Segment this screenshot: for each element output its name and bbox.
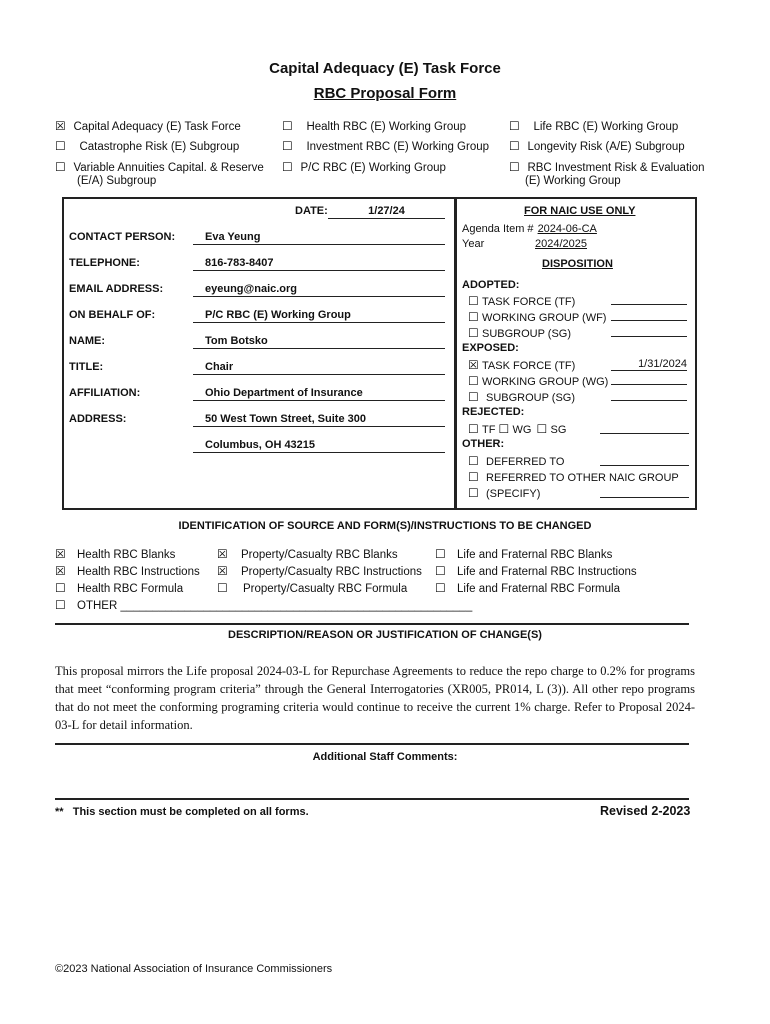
address-field[interactable]: 50 West Town Street, Suite 300: [193, 413, 445, 427]
adopted-wg-date[interactable]: [611, 320, 687, 321]
source-other[interactable]: ☐ OTHER _______________________________________________________: [55, 598, 473, 612]
revision-label: Revised 2-2023: [600, 804, 691, 818]
name-field[interactable]: Tom Botsko: [193, 335, 445, 349]
group-option-rbc-investment-risk-line2: (E) Working Group: [525, 175, 621, 187]
checkbox-checked-icon[interactable]: ☒: [217, 547, 228, 561]
source-health-instructions[interactable]: ☒ Health RBC Instructions: [55, 564, 200, 578]
adopted-tf[interactable]: ☐ TASK FORCE (TF): [468, 294, 576, 308]
checkbox-icon[interactable]: ☐: [468, 454, 479, 468]
checkbox-icon[interactable]: ☐: [217, 581, 228, 595]
checkbox-icon[interactable]: ☐: [509, 119, 520, 133]
title-label: TITLE:: [69, 361, 104, 373]
source-life-instructions[interactable]: ☐ Life and Fraternal RBC Instructions: [435, 564, 637, 578]
checkbox-checked-icon[interactable]: ☒: [55, 119, 66, 133]
date-value[interactable]: 1/27/24: [328, 205, 445, 219]
checkbox-checked-icon[interactable]: ☒: [468, 358, 479, 372]
checkbox-icon[interactable]: ☐: [282, 160, 293, 174]
group-option-health-rbc[interactable]: ☐ Health RBC (E) Working Group: [282, 119, 467, 133]
description-heading: DESCRIPTION/REASON OR JUSTIFICATION OF CHANGE(S): [228, 629, 542, 641]
checkbox-icon[interactable]: ☐: [55, 581, 66, 595]
checkbox-checked-icon[interactable]: ☒: [55, 547, 66, 561]
checkbox-icon[interactable]: ☐: [282, 139, 293, 153]
rejected-date[interactable]: [600, 433, 689, 434]
checkbox-icon[interactable]: ☐: [468, 326, 479, 340]
page-title: Capital Adequacy (E) Task Force: [269, 60, 501, 77]
source-health-formula[interactable]: ☐ Health RBC Formula: [55, 581, 184, 595]
checkbox-icon[interactable]: ☐: [536, 422, 548, 436]
source-life-blanks[interactable]: ☐ Life and Fraternal RBC Blanks: [435, 547, 613, 561]
checkbox-icon[interactable]: ☐: [468, 486, 479, 500]
email-field[interactable]: eyeung@naic.org: [193, 283, 445, 297]
checkbox-icon[interactable]: ☐: [435, 581, 446, 595]
exposed-sg-date[interactable]: [611, 400, 687, 401]
exposed-wg[interactable]: ☐ WORKING GROUP (WG): [468, 374, 609, 388]
checkbox-icon[interactable]: ☐: [435, 564, 446, 578]
source-pc-blanks[interactable]: ☒ Property/Casualty RBC Blanks: [217, 547, 398, 561]
checkbox-icon[interactable]: ☐: [509, 139, 520, 153]
specify-field[interactable]: [600, 497, 689, 498]
other-line[interactable]: ______________________________________________________: [126, 600, 473, 612]
checkbox-icon[interactable]: ☐: [435, 547, 446, 561]
divider: [55, 623, 689, 625]
agenda-item: Agenda Item # 2024-06-CA: [462, 223, 597, 235]
source-life-formula[interactable]: ☐ Life and Fraternal RBC Formula: [435, 581, 620, 595]
title-field[interactable]: Chair: [193, 361, 445, 375]
naic-use-heading: FOR NAIC USE ONLY: [524, 205, 636, 217]
adopted-heading: ADOPTED:: [462, 279, 520, 291]
other-heading: OTHER:: [462, 438, 505, 450]
source-pc-formula[interactable]: ☐ Property/Casualty RBC Formula: [217, 581, 408, 595]
address-label: ADDRESS:: [69, 413, 127, 425]
exposed-sg[interactable]: ☐ SUBGROUP (SG): [468, 390, 576, 404]
checkbox-icon[interactable]: ☐: [55, 598, 66, 612]
on-behalf-of-label: ON BEHALF OF:: [69, 309, 156, 321]
checkbox-icon[interactable]: ☐: [468, 374, 479, 388]
divider: [55, 798, 689, 800]
contact-person-field[interactable]: Eva Yeung: [193, 231, 445, 245]
deferred-to-field[interactable]: [600, 465, 689, 466]
checkbox-checked-icon[interactable]: ☒: [217, 564, 228, 578]
email-label: EMAIL ADDRESS:: [69, 283, 164, 295]
rejected-options: ☐ TF ☐ WG ☐ SG: [468, 422, 567, 436]
exposed-heading: EXPOSED:: [462, 342, 519, 354]
checkbox-icon[interactable]: ☐: [55, 160, 66, 174]
identification-heading: IDENTIFICATION OF SOURCE AND FORM(S)/INSTRUCTIONS TO BE CHANGED: [178, 520, 592, 532]
source-health-blanks[interactable]: ☒ Health RBC Blanks: [55, 547, 176, 561]
referred-to[interactable]: ☐ REFERRED TO OTHER NAIC GROUP: [468, 470, 679, 484]
contact-person-label: CONTACT PERSON:: [69, 231, 176, 243]
checkbox-icon[interactable]: ☐: [55, 139, 66, 153]
checkbox-icon[interactable]: ☐: [468, 470, 479, 484]
checkbox-checked-icon[interactable]: ☒: [55, 564, 66, 578]
group-option-variable-annuities-line2: (E/A) Subgroup: [77, 175, 157, 187]
completion-note: ** This section must be completed on all forms.: [55, 806, 309, 818]
group-option-life-rbc[interactable]: ☐ Life RBC (E) Working Group: [509, 119, 679, 133]
affiliation-field[interactable]: Ohio Department of Insurance: [193, 387, 445, 401]
adopted-tf-date[interactable]: [611, 304, 687, 305]
group-option-pc-rbc[interactable]: ☐ P/C RBC (E) Working Group: [282, 160, 446, 174]
telephone-field[interactable]: 816-783-8407: [193, 257, 445, 271]
rejected-heading: REJECTED:: [462, 406, 525, 418]
group-option-investment-rbc[interactable]: ☐ Investment RBC (E) Working Group: [282, 139, 490, 153]
group-option-capital-adequacy[interactable]: ☒ Capital Adequacy (E) Task Force: [55, 119, 241, 133]
checkbox-icon[interactable]: ☐: [468, 294, 479, 308]
year-value[interactable]: 2024/2025: [535, 238, 587, 250]
source-pc-instructions[interactable]: ☒ Property/Casualty RBC Instructions: [217, 564, 422, 578]
exposed-wg-date[interactable]: [611, 384, 687, 385]
group-option-longevity[interactable]: ☐ Longevity Risk (A/E) Subgroup: [509, 139, 685, 153]
date-label: DATE:: [295, 205, 328, 217]
exposed-tf-date[interactable]: 1/31/2024: [611, 358, 687, 371]
checkbox-icon[interactable]: ☐: [468, 310, 479, 324]
checkbox-icon[interactable]: ☐: [468, 422, 479, 436]
copyright: ©2023 National Association of Insurance Commissioners: [55, 963, 333, 975]
telephone-label: TELEPHONE:: [69, 257, 140, 269]
year-row: Year: [462, 238, 485, 250]
divider: [55, 743, 689, 745]
adopted-wg[interactable]: ☐ WORKING GROUP (WF): [468, 310, 607, 324]
specify[interactable]: ☐ (SPECIFY): [468, 486, 541, 500]
adopted-sg-date[interactable]: [611, 336, 687, 337]
checkbox-icon[interactable]: ☐: [509, 160, 520, 174]
on-behalf-of-field[interactable]: P/C RBC (E) Working Group: [193, 309, 445, 323]
checkbox-icon[interactable]: ☐: [498, 422, 510, 436]
agenda-item-value[interactable]: 2024-06-CA: [537, 223, 597, 235]
group-option-catastrophe[interactable]: ☐ Catastrophe Risk (E) Subgroup: [55, 139, 240, 153]
checkbox-icon[interactable]: ☐: [282, 119, 293, 133]
adopted-sg[interactable]: ☐ SUBGROUP (SG): [468, 326, 572, 340]
address-line2-field[interactable]: Columbus, OH 43215: [193, 439, 445, 453]
affiliation-label: AFFILIATION:: [69, 387, 141, 399]
exposed-tf[interactable]: ☒ TASK FORCE (TF): [468, 358, 576, 372]
form-subtitle: RBC Proposal Form: [313, 85, 457, 102]
group-option-variable-annuities[interactable]: ☐ Variable Annuities Capital. & Reserve: [55, 160, 264, 174]
group-option-rbc-investment-risk[interactable]: ☐ RBC Investment Risk & Evaluation: [509, 160, 705, 174]
description-text: This proposal mirrors the Life proposal 2024-03-L for Repurchase Agreements to reduce the repo charge to 0.2% for programs that meet “conforming program criteria” through the General Interrogatories (XR005, PR014, L (3)). All other repo programs that do not meet the conforming programing criteria would continue to receive the current 1% charge. Refer to Proposal 2024-03-L for detail information.: [55, 664, 695, 732]
checkbox-icon[interactable]: ☐: [468, 390, 479, 404]
deferred-to[interactable]: ☐ DEFERRED TO: [468, 454, 565, 468]
staff-comments-heading: Additional Staff Comments:: [312, 751, 458, 763]
name-label: NAME:: [69, 335, 106, 347]
disposition-heading: DISPOSITION: [542, 258, 613, 270]
